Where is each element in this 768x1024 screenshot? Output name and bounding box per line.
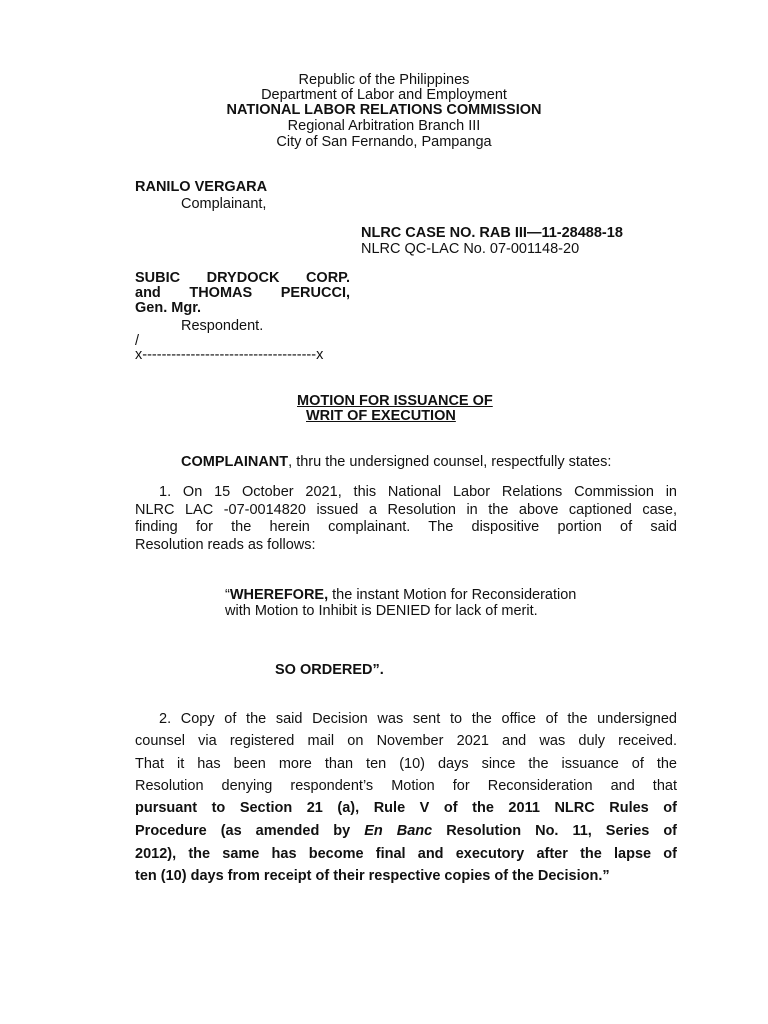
intro-text: , thru the undersigned counsel, respectfully states: [288, 454, 612, 470]
intro-paragraph [181, 454, 611, 471]
respondent-line-2: and THOMAS PERUCCI, [135, 285, 350, 301]
case-number: NLRC CASE NO. RAB III—11-28488-18 [361, 225, 623, 241]
header-city: City of San Fernando, Pampanga [276, 134, 492, 150]
para2-line-7: 2012), the same has become final and executory after the lapse of [135, 846, 677, 862]
caption-slash: / [135, 333, 140, 349]
para2-line-1: 2. Copy of the said Decision was sent to the office of the undersigned [159, 711, 677, 727]
respondent-role: Respondent. [181, 318, 264, 334]
motion-title-line-2: WRIT OF EXECUTION [306, 408, 456, 424]
quote-open-mark: “ [225, 587, 230, 603]
para1-line-1: 1. On 15 October 2021, this National Labor Relations Commission in [159, 484, 677, 500]
para2-line-6a: Procedure (as amended by [135, 823, 365, 839]
para2-line-3: That it has been more than ten (10) days since the issuance of the [135, 756, 677, 772]
motion-title-line-1: MOTION FOR ISSUANCE OF [297, 393, 493, 409]
para2-line-6c: Resolution No. 11, Series of [432, 823, 678, 839]
para1-line-3: finding for the herein complainant. The dispositive portion of said [135, 519, 677, 535]
header-republic: Republic of the Philippines [298, 72, 470, 88]
respondent-line-3: Gen. Mgr. [135, 300, 202, 316]
quote-wherefore: WHEREFORE, [229, 587, 329, 603]
header-branch: Regional Arbitration Branch III [287, 118, 481, 134]
complainant-role: Complainant, [181, 196, 267, 212]
para1-line-4: Resolution reads as follows: [135, 537, 316, 553]
para2-line-5: pursuant to Section 21 (a), Rule V of the 2011 NLRC Rules of [135, 800, 677, 816]
para2-line-4: Resolution denying respondent’s Motion for Reconsideration and that [135, 778, 677, 794]
para2-line-8: ten (10) days from receipt of their respective copies of the Decision.” [135, 868, 610, 884]
header-commission: NATIONAL LABOR RELATIONS COMMISSION [226, 102, 542, 118]
complainant-name: RANILO VERGARA [135, 179, 268, 195]
so-ordered: SO ORDERED”. [275, 662, 384, 678]
caption-divider: x------------------------------------x [135, 347, 324, 363]
intro-complainant: COMPLAINANT [181, 454, 289, 470]
para2-line-2: counsel via registered mail on November 2021 and was duly received. [135, 733, 677, 749]
quote-text-1: the instant Motion for Reconsideration [328, 587, 577, 603]
para1-line-2: NLRC LAC -07-0014820 issued a Resolution in the above captioned case, [135, 502, 677, 518]
para2-line-6 [135, 822, 677, 841]
quote-line-2: with Motion to Inhibit is DENIED for lack of merit. [225, 603, 538, 619]
lac-number: NLRC QC-LAC No. 07-001148-20 [361, 241, 580, 257]
header-department: Department of Labor and Employment [261, 87, 507, 103]
quote-line-1 [225, 587, 576, 604]
para2-en-banc: En Banc [364, 823, 433, 839]
respondent-line-1: SUBIC DRYDOCK CORP. [135, 270, 350, 286]
